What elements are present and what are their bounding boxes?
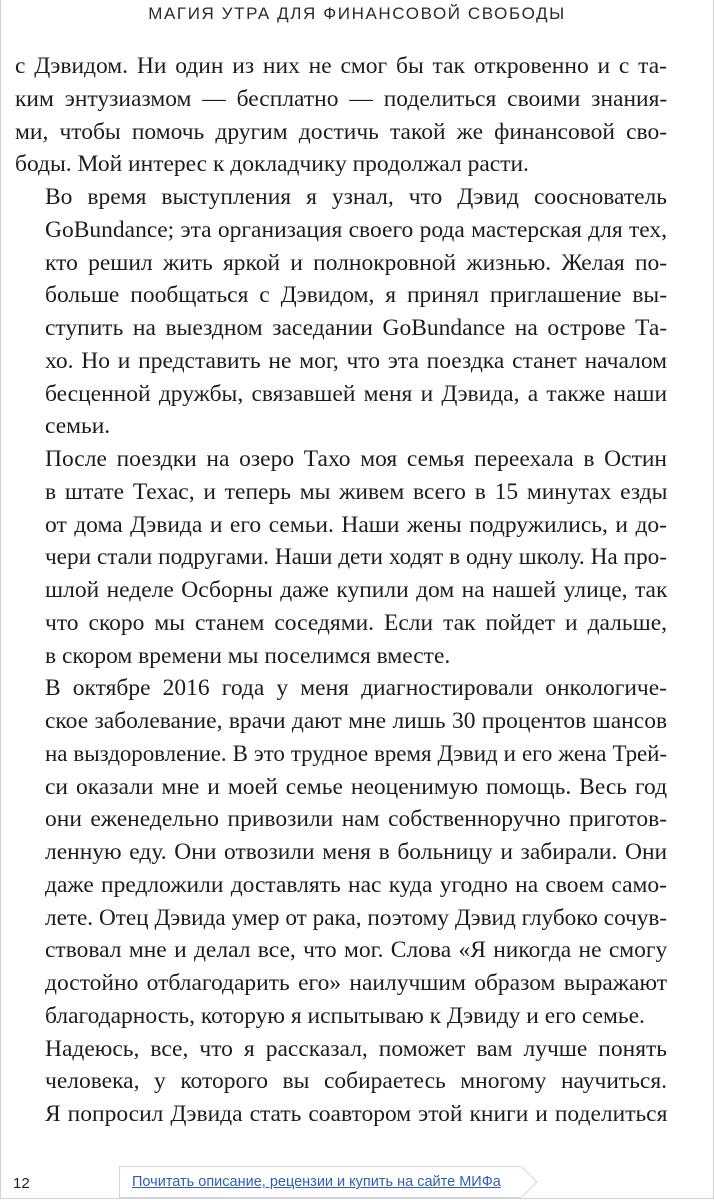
text-line: на выздоровление. В это трудное время Дэвид и его жена Трей-: [45, 740, 667, 766]
text-line: в скором времени мы поселимся вместе.: [45, 642, 451, 669]
paragraph: [15, 50, 667, 181]
running-header: МАГИЯ УТРА ДЛЯ ФИНАНСОВОЙ СВОБОДЫ: [148, 4, 566, 23]
text-line: даже предложили доставлять нас куда угодно на своем само-: [45, 871, 667, 898]
paragraph: [15, 1033, 667, 1131]
text-line: бесценной дружбы, связавшей меня и Дэвида, а также наши: [45, 380, 668, 407]
text-line: Во время выступления я узнал, что Дэвид сооснователь: [45, 184, 667, 210]
text-line: благодарность, которую я испытываю к Дэвиду и его семье.: [45, 1002, 645, 1029]
text-line: кто решил жить яркой и полнокровной жизнью. Желая по-: [45, 249, 668, 276]
mif-store-banner[interactable]: [119, 1166, 521, 1198]
text-line: боды. Мой интерес к докладчику продолжал расти.: [15, 151, 529, 178]
text-line: После поездки на озеро Тахо моя семья переехала в Остин: [45, 446, 667, 472]
text-line: хо. Но и представить не мог, что эта поездка станет началом: [45, 347, 667, 374]
text-line: GoBundance; эта организация своего рода мастерская для тех,: [45, 216, 667, 243]
paragraph: [15, 443, 667, 672]
text-line: что скоро мы станем соседями. Если так пойдет и дальше,: [45, 609, 668, 636]
text-line: больше пообщаться с Дэвидом, я принял приглашение вы-: [45, 282, 668, 309]
text-line: ступить на выездном заседании GoBundance на острове Та-: [45, 315, 668, 341]
text-line: ким энтузиазмом — бесплатно — поделиться своими знания-: [15, 85, 668, 112]
text-line: Надеюсь, все, что я рассказал, поможет вам лучше понять: [45, 1035, 667, 1062]
text-line: в штате Техас, и теперь мы живем всего в 15 минутах езды: [45, 478, 668, 505]
text-line: лете. Отец Дэвида умер от рака, поэтому Дэвид глубоко сочув-: [45, 904, 667, 931]
paragraph: [15, 181, 667, 443]
text-line: ленную еду. Они отвозили меня в больницу и забирали. Они: [45, 839, 668, 865]
text-line: ми, чтобы помочь другим достичь такой же финансовой сво-: [15, 118, 668, 145]
mif-store-link[interactable]: Почитать описание, рецензии и купить на сайте МИФа: [132, 1174, 501, 1190]
text-line: ское заболевание, врачи дают мне лишь 30 процентов шансов: [45, 708, 668, 734]
text-line: с Дэвидом. Ни один из них не смог бы так откровенно и с та-: [15, 53, 667, 79]
body-text: [15, 50, 667, 1131]
text-line: от дома Дэвида и его семьи. Наши жены подружились, и до-: [45, 511, 667, 538]
text-line: си оказали мне и моей семье неоценимую помощь. Весь год: [45, 773, 668, 800]
text-line: Я попросил Дэвида стать соавтором этой книги и поделиться: [45, 1101, 668, 1127]
text-line: человека, у которого вы собираетесь многому научиться.: [45, 1068, 668, 1095]
text-line: шлой неделе Осборны даже купили дом на нашей улице, так: [45, 577, 668, 603]
text-line: семьи.: [45, 413, 111, 440]
text-line: они еженедельно привозили нам собственноручно приготов-: [45, 806, 668, 833]
text-line: ствовал мне и делал все, что мог. Слова «Я никогда не смогу: [45, 937, 668, 964]
text-line: В октябре 2016 года у меня диагностировали онкологиче-: [45, 675, 667, 702]
text-line: чери стали подругами. Наши дети ходят в одну школу. На про-: [45, 544, 667, 571]
page-number: 12: [13, 1175, 30, 1192]
paragraph: [15, 672, 667, 1032]
text-line: достойно отблагодарить его» наилучшим образом выражают: [45, 970, 667, 996]
